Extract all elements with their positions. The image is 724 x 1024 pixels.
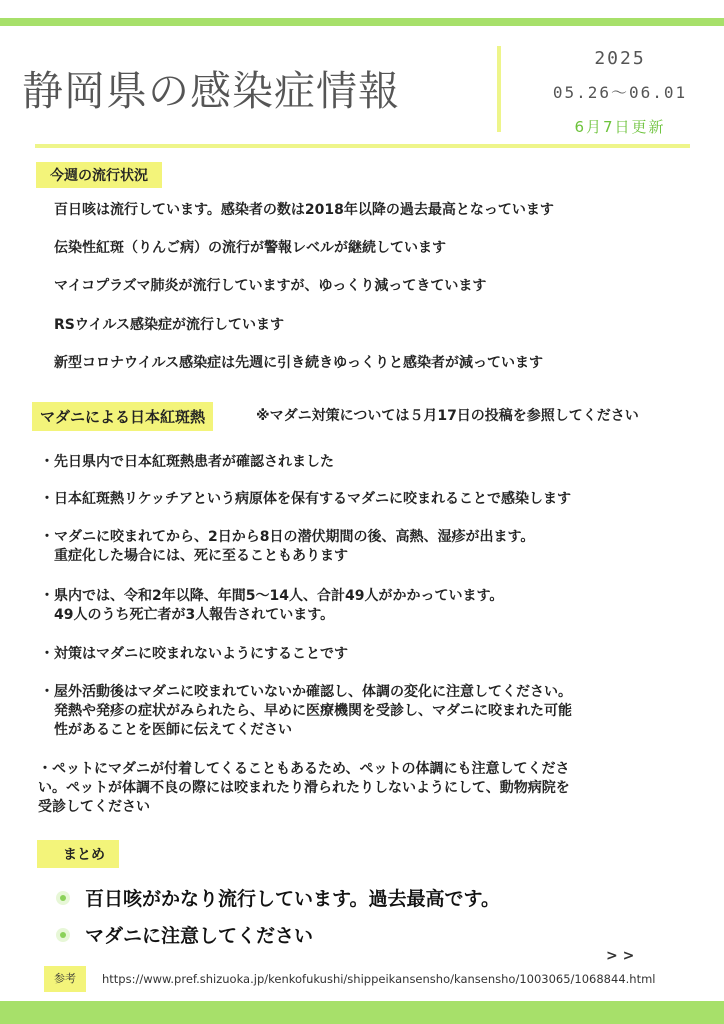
tick-paragraph-line: ・先日県内で日本紅斑熱患者が確認されました (40, 454, 334, 470)
weekly-status-label: 今週の流行状況 (36, 162, 162, 188)
tick-paragraph (40, 453, 334, 472)
tick-paragraph (40, 683, 572, 740)
bottom-green-band (0, 1001, 724, 1024)
tick-paragraph (40, 587, 503, 625)
reference-link[interactable]: https://www.pref.shizuoka.jp/kenkofukushi/shippeikansensho/kansensho/1003065/1068844.html (102, 972, 656, 986)
tick-paragraph (40, 528, 534, 566)
page-title: 静岡県の感染症情報 (22, 67, 400, 115)
weekly-item: 百日咳は流行しています。感染者の数は2018年以降の過去最高となっています (54, 202, 554, 218)
summary-item: 百日咳がかなり流行しています。過去最高です。 (85, 888, 500, 910)
tick-paragraph (40, 645, 348, 664)
weekly-item: RSウイルス感染症が流行しています (54, 317, 285, 333)
summary-label: まとめ (37, 840, 119, 868)
report-year: 2025 (594, 48, 646, 69)
tick-paragraph-line: ・県内では、令和2年以降、年間5〜14人、合計49人がかかっています。 (40, 588, 504, 604)
tick-paragraph-line: 発熱や発疹の症状がみられたら、早めに医療機関を受診し、マダニに咬まれた可能 (40, 703, 572, 719)
header-vertical-divider (497, 46, 501, 132)
tick-section-label: マダニによる日本紅斑熱 (32, 402, 213, 431)
updated-date: 6月7日更新 (574, 118, 666, 136)
summary-item: マダニに注意してください (85, 925, 314, 947)
tick-paragraph (38, 760, 570, 817)
bullet-dot-icon (56, 891, 70, 905)
reference-label: 参考 (44, 966, 86, 992)
tick-paragraph-line: ・ペットにマダニが付着してくることもあるため、ペットの体調にも注意してくださ (38, 761, 570, 777)
tick-paragraph (40, 490, 571, 509)
top-green-band (0, 18, 724, 26)
weekly-item: 伝染性紅斑（りんご病）の流行が警報レベルが継続しています (54, 240, 446, 256)
tick-paragraph-line: ・屋外活動後はマダニに咬まれていないか確認し、体調の変化に注意してください。 (40, 684, 572, 700)
tick-section-note: ※マダニ対策については５月17日の投稿を参照してください (256, 408, 639, 424)
weekly-item: マイコプラズマ肺炎が流行していますが、ゆっくり減ってきています (54, 278, 487, 294)
tick-paragraph-line: い。ペットが体調不良の際には咬まれたり滑られたりしないようにして、動物病院を (38, 780, 570, 796)
tick-paragraph-line: ・マダニに咬まれてから、2日から8日の潜伏期間の後、高熱、湿疹が出ます。 (40, 529, 535, 545)
bullet-dot-icon (56, 928, 70, 942)
tick-paragraph-line: ・対策はマダニに咬まれないようにすることです (40, 646, 348, 662)
double-chevron-icon: > > (606, 948, 635, 964)
header-horizontal-divider (35, 144, 690, 148)
tick-paragraph-line: 受診してください (38, 799, 150, 815)
weekly-item: 新型コロナウイルス感染症は先週に引き続きゆっくりと感染者が減っています (54, 355, 544, 371)
tick-paragraph-line: 重症化した場合には、死に至ることもあります (40, 548, 348, 564)
tick-paragraph-line: 49人のうち死亡者が3人報告されています。 (40, 607, 335, 623)
report-date-range: 05.26〜06.01 (552, 83, 688, 102)
tick-paragraph-line: 性があることを医師に伝えてください (40, 722, 292, 738)
tick-paragraph-line: ・日本紅斑熱リケッチアという病原体を保有するマダニに咬まれることで感染します (40, 491, 572, 507)
